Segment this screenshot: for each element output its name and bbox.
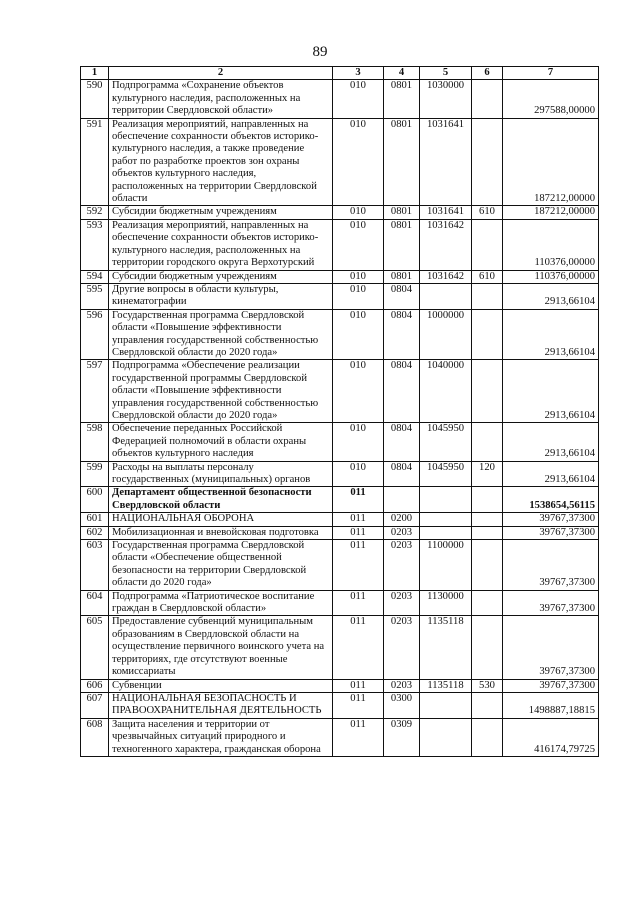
table-row <box>81 206 599 219</box>
row-expense-type <box>472 423 503 461</box>
row-name: НАЦИОНАЛЬНАЯ ОБОРОНА <box>109 513 333 526</box>
row-expense-type <box>472 219 503 270</box>
row-ministry-code: 010 <box>333 206 384 219</box>
table-row <box>81 513 599 526</box>
table-row <box>81 616 599 679</box>
row-target-code: 1031641 <box>420 206 472 219</box>
row-number: 607 <box>81 692 109 718</box>
row-section-code <box>384 487 420 513</box>
row-expense-type <box>472 692 503 718</box>
row-section-code: 0801 <box>384 118 420 206</box>
row-name: Обеспечение переданных Российской Федерацией полномочий в области охраны объектов культурного наследия <box>109 423 333 461</box>
table-row <box>81 590 599 616</box>
row-expense-type <box>472 283 503 309</box>
row-section-code: 0203 <box>384 590 420 616</box>
row-target-code <box>420 526 472 539</box>
row-amount: 39767,37300 <box>503 513 599 526</box>
table-row <box>81 679 599 692</box>
row-number: 604 <box>81 590 109 616</box>
row-target-code: 1030000 <box>420 80 472 118</box>
row-target-code <box>420 487 472 513</box>
row-amount: 2913,66104 <box>503 283 599 309</box>
row-expense-type <box>472 309 503 360</box>
row-amount: 416174,79725 <box>503 718 599 756</box>
row-name: Субсидии бюджетным учреждениям <box>109 206 333 219</box>
row-name: Государственная программа Свердловской области «Обеспечение общественной безопасности на территории Свердловской области до 2020 года» <box>109 540 333 591</box>
row-name: Защита населения и территории от чрезвычайных ситуаций природного и техногенного характера, гражданская оборона <box>109 718 333 756</box>
header-col-2: 2 <box>109 67 333 80</box>
row-section-code: 0200 <box>384 513 420 526</box>
row-section-code: 0300 <box>384 692 420 718</box>
row-section-code: 0804 <box>384 423 420 461</box>
row-number: 591 <box>81 118 109 206</box>
row-expense-type: 530 <box>472 679 503 692</box>
row-ministry-code: 011 <box>333 540 384 591</box>
table-row <box>81 692 599 718</box>
row-amount: 39767,37300 <box>503 540 599 591</box>
row-ministry-code: 011 <box>333 616 384 679</box>
row-expense-type <box>472 526 503 539</box>
table-row <box>81 219 599 270</box>
row-ministry-code: 010 <box>333 309 384 360</box>
row-target-code <box>420 718 472 756</box>
row-name: Реализация мероприятий, направленных на обеспечение сохранности объектов историко-культурного наследия, расположенных на территории городского округа Верхотурский <box>109 219 333 270</box>
table-row <box>81 309 599 360</box>
table-row <box>81 283 599 309</box>
row-name: Департамент общественной безопасности Свердловской области <box>109 487 333 513</box>
header-col-7: 7 <box>503 67 599 80</box>
row-target-code: 1130000 <box>420 590 472 616</box>
table-row <box>81 526 599 539</box>
row-name: Реализация мероприятий, направленных на обеспечение сохранности объектов историко-культурного наследия, а также проведение работ по разработке проектов зон охраны объектов культурного наследия, расположенных на территории Свердловской области <box>109 118 333 206</box>
row-section-code: 0203 <box>384 616 420 679</box>
row-section-code: 0804 <box>384 360 420 423</box>
table-header-row <box>81 67 599 80</box>
row-ministry-code: 010 <box>333 360 384 423</box>
row-amount: 297588,00000 <box>503 80 599 118</box>
row-number: 602 <box>81 526 109 539</box>
row-section-code: 0203 <box>384 679 420 692</box>
budget-table <box>80 66 599 757</box>
page-number: 89 <box>312 44 328 60</box>
row-number: 599 <box>81 461 109 487</box>
row-expense-type <box>472 540 503 591</box>
row-name: Подпрограмма «Обеспечение реализации государственной программы Свердловской области «Повышение эффективности управления государственной собственностью Свердловской области до 2020 года» <box>109 360 333 423</box>
row-expense-type <box>472 616 503 679</box>
row-target-code: 1040000 <box>420 360 472 423</box>
row-ministry-code: 011 <box>333 718 384 756</box>
row-name: Другие вопросы в области культуры, кинематографии <box>109 283 333 309</box>
row-section-code: 0804 <box>384 309 420 360</box>
header-col-6: 6 <box>472 67 503 80</box>
table-row <box>81 270 599 283</box>
row-amount: 1538654,56115 <box>503 487 599 513</box>
row-section-code: 0801 <box>384 270 420 283</box>
row-target-code: 1045950 <box>420 461 472 487</box>
row-number: 601 <box>81 513 109 526</box>
row-amount: 39767,37300 <box>503 679 599 692</box>
row-section-code: 0801 <box>384 219 420 270</box>
row-name: Подпрограмма «Патриотическое воспитание граждан в Свердловской области» <box>109 590 333 616</box>
row-expense-type <box>472 487 503 513</box>
row-number: 594 <box>81 270 109 283</box>
row-ministry-code: 011 <box>333 526 384 539</box>
row-ministry-code: 010 <box>333 283 384 309</box>
row-target-code: 1045950 <box>420 423 472 461</box>
table-row <box>81 487 599 513</box>
row-number: 603 <box>81 540 109 591</box>
header-col-3: 3 <box>333 67 384 80</box>
row-amount: 2913,66104 <box>503 360 599 423</box>
row-ministry-code: 011 <box>333 679 384 692</box>
table-row <box>81 118 599 206</box>
row-amount: 2913,66104 <box>503 309 599 360</box>
row-number: 608 <box>81 718 109 756</box>
row-name: Предоставление субвенций муниципальным образованиям в Свердловской области на осуществление первичного воинского учета на территориях, где отсутствуют военные комиссариаты <box>109 616 333 679</box>
row-ministry-code: 010 <box>333 118 384 206</box>
row-section-code: 0309 <box>384 718 420 756</box>
row-target-code: 1031642 <box>420 270 472 283</box>
row-name: Государственная программа Свердловской области «Повышение эффективности управления государственной собственностью Свердловской области до 2020 года» <box>109 309 333 360</box>
row-ministry-code: 011 <box>333 487 384 513</box>
row-ministry-code: 011 <box>333 513 384 526</box>
row-number: 600 <box>81 487 109 513</box>
table-row <box>81 360 599 423</box>
row-number: 597 <box>81 360 109 423</box>
row-amount: 39767,37300 <box>503 616 599 679</box>
row-number: 593 <box>81 219 109 270</box>
row-expense-type: 120 <box>472 461 503 487</box>
row-ministry-code: 011 <box>333 590 384 616</box>
row-ministry-code: 010 <box>333 80 384 118</box>
table-row <box>81 461 599 487</box>
header-col-1: 1 <box>81 67 109 80</box>
row-name: Субсидии бюджетным учреждениям <box>109 270 333 283</box>
row-number: 595 <box>81 283 109 309</box>
row-number: 605 <box>81 616 109 679</box>
row-amount: 187212,00000 <box>503 118 599 206</box>
table-row <box>81 718 599 756</box>
row-name: Субвенции <box>109 679 333 692</box>
row-target-code: 1100000 <box>420 540 472 591</box>
row-amount: 39767,37300 <box>503 590 599 616</box>
row-expense-type: 610 <box>472 206 503 219</box>
row-name: НАЦИОНАЛЬНАЯ БЕЗОПАСНОСТЬ И ПРАВООХРАНИТЕЛЬНАЯ ДЕЯТЕЛЬНОСТЬ <box>109 692 333 718</box>
row-target-code: 1000000 <box>420 309 472 360</box>
row-target-code <box>420 283 472 309</box>
row-target-code: 1031641 <box>420 118 472 206</box>
row-expense-type <box>472 590 503 616</box>
row-amount: 2913,66104 <box>503 461 599 487</box>
header-col-4: 4 <box>384 67 420 80</box>
header-col-5: 5 <box>420 67 472 80</box>
row-expense-type <box>472 718 503 756</box>
row-section-code: 0801 <box>384 206 420 219</box>
table-row <box>81 423 599 461</box>
row-number: 596 <box>81 309 109 360</box>
row-section-code: 0804 <box>384 283 420 309</box>
row-section-code: 0203 <box>384 526 420 539</box>
row-expense-type <box>472 80 503 118</box>
row-section-code: 0804 <box>384 461 420 487</box>
row-amount: 110376,00000 <box>503 270 599 283</box>
row-ministry-code: 010 <box>333 423 384 461</box>
row-amount: 2913,66104 <box>503 423 599 461</box>
row-amount: 110376,00000 <box>503 219 599 270</box>
row-amount: 187212,00000 <box>503 206 599 219</box>
row-number: 592 <box>81 206 109 219</box>
row-amount: 1498887,18815 <box>503 692 599 718</box>
row-ministry-code: 010 <box>333 461 384 487</box>
table-row <box>81 540 599 591</box>
row-number: 598 <box>81 423 109 461</box>
row-expense-type <box>472 513 503 526</box>
row-name: Расходы на выплаты персоналу государственных (муниципальных) органов <box>109 461 333 487</box>
row-ministry-code: 010 <box>333 270 384 283</box>
row-target-code: 1135118 <box>420 679 472 692</box>
row-expense-type <box>472 360 503 423</box>
row-number: 590 <box>81 80 109 118</box>
row-expense-type <box>472 118 503 206</box>
row-ministry-code: 010 <box>333 219 384 270</box>
row-expense-type: 610 <box>472 270 503 283</box>
row-number: 606 <box>81 679 109 692</box>
table-row <box>81 80 599 118</box>
row-name: Подпрограмма «Сохранение объектов культурного наследия, расположенных на территории Свердловской области» <box>109 80 333 118</box>
row-target-code <box>420 692 472 718</box>
row-section-code: 0801 <box>384 80 420 118</box>
row-name: Мобилизационная и вневойсковая подготовка <box>109 526 333 539</box>
row-target-code <box>420 513 472 526</box>
row-section-code: 0203 <box>384 540 420 591</box>
row-ministry-code: 011 <box>333 692 384 718</box>
row-target-code: 1135118 <box>420 616 472 679</box>
row-amount: 39767,37300 <box>503 526 599 539</box>
row-target-code: 1031642 <box>420 219 472 270</box>
